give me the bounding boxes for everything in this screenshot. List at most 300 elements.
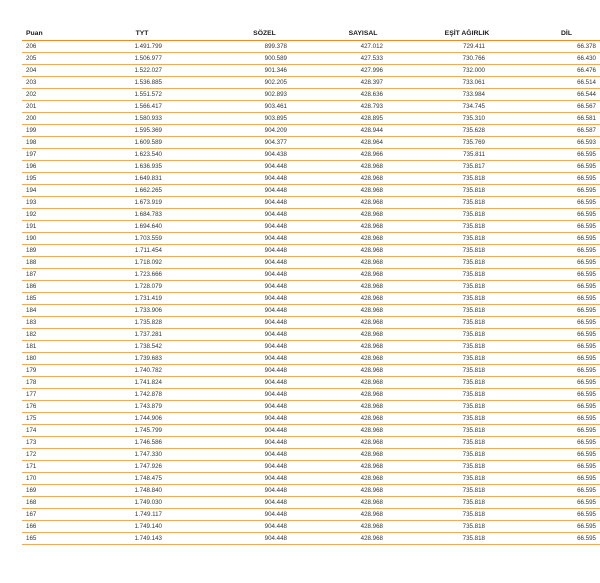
- table-row: [22, 221, 600, 233]
- cell-tyt: 1.711.454: [72, 245, 182, 257]
- cell-sozel: 904.448: [182, 509, 307, 521]
- score-distribution-table: [22, 27, 600, 545]
- cell-sayisal: 428.968: [307, 317, 397, 329]
- cell-dil: 66.595: [507, 509, 600, 521]
- cell-sayisal: 428.968: [307, 401, 397, 413]
- column-header-tyt: TYT: [72, 27, 182, 41]
- cell-esit-agirlik: 735.818: [397, 293, 507, 305]
- cell-esit-agirlik: 735.818: [397, 233, 507, 245]
- cell-puan: 180: [22, 353, 72, 365]
- cell-dil: 66.595: [507, 365, 600, 377]
- cell-esit-agirlik: 735.818: [397, 521, 507, 533]
- cell-tyt: 1.694.640: [72, 221, 182, 233]
- cell-sozel: 904.448: [182, 197, 307, 209]
- cell-tyt: 1.636.935: [72, 161, 182, 173]
- cell-sozel: 904.448: [182, 353, 307, 365]
- cell-dil: 66.595: [507, 197, 600, 209]
- cell-tyt: 1.741.824: [72, 377, 182, 389]
- cell-sayisal: 428.968: [307, 509, 397, 521]
- cell-puan: 165: [22, 533, 72, 545]
- cell-sayisal: 428.968: [307, 329, 397, 341]
- cell-tyt: 1.566.417: [72, 101, 182, 113]
- cell-sayisal: 428.968: [307, 461, 397, 473]
- cell-tyt: 1.580.933: [72, 113, 182, 125]
- cell-puan: 192: [22, 209, 72, 221]
- cell-esit-agirlik: 735.818: [397, 185, 507, 197]
- cell-puan: 187: [22, 269, 72, 281]
- table-row: [22, 401, 600, 413]
- cell-tyt: 1.749.030: [72, 497, 182, 509]
- cell-puan: 173: [22, 437, 72, 449]
- table-row: [22, 149, 600, 161]
- cell-sozel: 904.377: [182, 137, 307, 149]
- table-row: [22, 113, 600, 125]
- cell-esit-agirlik: 735.817: [397, 161, 507, 173]
- cell-puan: 177: [22, 389, 72, 401]
- cell-dil: 66.595: [507, 425, 600, 437]
- cell-puan: 201: [22, 101, 72, 113]
- table-header: [22, 27, 600, 41]
- cell-tyt: 1.703.559: [72, 233, 182, 245]
- column-header-sayisal: SAYISAL: [307, 27, 397, 41]
- cell-dil: 66.567: [507, 101, 600, 113]
- cell-sozel: 904.448: [182, 377, 307, 389]
- cell-esit-agirlik: 735.769: [397, 137, 507, 149]
- cell-tyt: 1.739.683: [72, 353, 182, 365]
- cell-dil: 66.595: [507, 521, 600, 533]
- cell-puan: 168: [22, 497, 72, 509]
- cell-puan: 199: [22, 125, 72, 137]
- cell-sayisal: 428.968: [307, 353, 397, 365]
- cell-esit-agirlik: 735.818: [397, 377, 507, 389]
- cell-tyt: 1.746.586: [72, 437, 182, 449]
- cell-dil: 66.595: [507, 461, 600, 473]
- cell-sozel: 904.448: [182, 161, 307, 173]
- cell-puan: 174: [22, 425, 72, 437]
- cell-puan: 166: [22, 521, 72, 533]
- cell-dil: 66.593: [507, 137, 600, 149]
- cell-esit-agirlik: 735.818: [397, 401, 507, 413]
- cell-tyt: 1.735.828: [72, 317, 182, 329]
- cell-dil: 66.595: [507, 209, 600, 221]
- table-row: [22, 317, 600, 329]
- table-row: [22, 377, 600, 389]
- cell-puan: 195: [22, 173, 72, 185]
- table-row: [22, 161, 600, 173]
- cell-esit-agirlik: 735.818: [397, 329, 507, 341]
- cell-sayisal: 427.533: [307, 53, 397, 65]
- table-row: [22, 77, 600, 89]
- cell-tyt: 1.748.840: [72, 485, 182, 497]
- cell-esit-agirlik: 735.310: [397, 113, 507, 125]
- cell-esit-agirlik: 735.818: [397, 425, 507, 437]
- cell-dil: 66.476: [507, 65, 600, 77]
- cell-esit-agirlik: 735.818: [397, 269, 507, 281]
- cell-sozel: 904.448: [182, 449, 307, 461]
- table-row: [22, 413, 600, 425]
- cell-dil: 66.595: [507, 533, 600, 545]
- cell-tyt: 1.748.475: [72, 473, 182, 485]
- cell-puan: 186: [22, 281, 72, 293]
- cell-tyt: 1.662.265: [72, 185, 182, 197]
- cell-sozel: 904.448: [182, 401, 307, 413]
- cell-esit-agirlik: 729.411: [397, 41, 507, 53]
- cell-dil: 66.595: [507, 389, 600, 401]
- cell-sozel: 904.448: [182, 305, 307, 317]
- cell-sozel: 904.448: [182, 233, 307, 245]
- cell-sayisal: 428.968: [307, 389, 397, 401]
- cell-esit-agirlik: 735.818: [397, 257, 507, 269]
- cell-sayisal: 428.968: [307, 473, 397, 485]
- cell-sayisal: 428.968: [307, 185, 397, 197]
- cell-tyt: 1.649.831: [72, 173, 182, 185]
- cell-esit-agirlik: 735.818: [397, 497, 507, 509]
- cell-tyt: 1.749.143: [72, 533, 182, 545]
- cell-esit-agirlik: 735.818: [397, 341, 507, 353]
- table-row: [22, 497, 600, 509]
- table-row: [22, 533, 600, 545]
- cell-sozel: 904.448: [182, 257, 307, 269]
- cell-tyt: 1.623.540: [72, 149, 182, 161]
- cell-tyt: 1.718.092: [72, 257, 182, 269]
- table-row: [22, 293, 600, 305]
- table-row: [22, 269, 600, 281]
- cell-esit-agirlik: 732.000: [397, 65, 507, 77]
- cell-dil: 66.595: [507, 305, 600, 317]
- cell-sayisal: 428.968: [307, 293, 397, 305]
- cell-sayisal: 428.966: [307, 149, 397, 161]
- cell-puan: 194: [22, 185, 72, 197]
- cell-tyt: 1.506.977: [72, 53, 182, 65]
- cell-sozel: 904.448: [182, 185, 307, 197]
- cell-sozel: 904.448: [182, 437, 307, 449]
- cell-esit-agirlik: 735.818: [397, 461, 507, 473]
- cell-sozel: 904.448: [182, 485, 307, 497]
- cell-tyt: 1.731.419: [72, 293, 182, 305]
- table-row: [22, 449, 600, 461]
- cell-sozel: 904.448: [182, 365, 307, 377]
- cell-puan: 179: [22, 365, 72, 377]
- cell-sayisal: 428.968: [307, 449, 397, 461]
- cell-sozel: 904.448: [182, 389, 307, 401]
- cell-esit-agirlik: 735.818: [397, 197, 507, 209]
- cell-dil: 66.544: [507, 89, 600, 101]
- table-row: [22, 509, 600, 521]
- table-row: [22, 437, 600, 449]
- table-row: [22, 341, 600, 353]
- cell-sayisal: 428.968: [307, 161, 397, 173]
- cell-tyt: 1.747.330: [72, 449, 182, 461]
- cell-dil: 66.587: [507, 125, 600, 137]
- cell-puan: 183: [22, 317, 72, 329]
- cell-esit-agirlik: 735.818: [397, 221, 507, 233]
- cell-sozel: 904.448: [182, 245, 307, 257]
- cell-dil: 66.595: [507, 257, 600, 269]
- cell-dil: 66.595: [507, 485, 600, 497]
- cell-sozel: 904.448: [182, 533, 307, 545]
- cell-sozel: 904.448: [182, 221, 307, 233]
- table-row: [22, 473, 600, 485]
- cell-esit-agirlik: 735.818: [397, 209, 507, 221]
- cell-sozel: 901.346: [182, 65, 307, 77]
- cell-puan: 190: [22, 233, 72, 245]
- cell-sozel: 904.448: [182, 425, 307, 437]
- cell-esit-agirlik: 735.818: [397, 473, 507, 485]
- cell-sayisal: 428.968: [307, 497, 397, 509]
- cell-tyt: 1.673.919: [72, 197, 182, 209]
- cell-sayisal: 428.968: [307, 425, 397, 437]
- cell-sayisal: 428.968: [307, 173, 397, 185]
- table-row: [22, 197, 600, 209]
- cell-tyt: 1.744.906: [72, 413, 182, 425]
- cell-puan: 175: [22, 413, 72, 425]
- cell-puan: 178: [22, 377, 72, 389]
- cell-dil: 66.595: [507, 281, 600, 293]
- column-header-dil: DİL: [507, 27, 600, 41]
- cell-tyt: 1.684.783: [72, 209, 182, 221]
- cell-sayisal: 428.636: [307, 89, 397, 101]
- cell-esit-agirlik: 735.818: [397, 173, 507, 185]
- cell-tyt: 1.551.572: [72, 89, 182, 101]
- cell-puan: 203: [22, 77, 72, 89]
- column-header-sozel: SÖZEL: [182, 27, 307, 41]
- cell-tyt: 1.740.782: [72, 365, 182, 377]
- cell-esit-agirlik: 735.818: [397, 365, 507, 377]
- cell-sozel: 904.448: [182, 281, 307, 293]
- cell-sayisal: 428.968: [307, 437, 397, 449]
- cell-esit-agirlik: 735.818: [397, 437, 507, 449]
- cell-sozel: 904.209: [182, 125, 307, 137]
- table-row: [22, 173, 600, 185]
- cell-sayisal: 428.968: [307, 257, 397, 269]
- cell-tyt: 1.743.879: [72, 401, 182, 413]
- cell-dil: 66.595: [507, 269, 600, 281]
- cell-sayisal: 428.968: [307, 533, 397, 545]
- cell-puan: 204: [22, 65, 72, 77]
- cell-sayisal: 428.968: [307, 281, 397, 293]
- cell-dil: 66.595: [507, 161, 600, 173]
- cell-dil: 66.595: [507, 221, 600, 233]
- cell-tyt: 1.733.906: [72, 305, 182, 317]
- cell-dil: 66.514: [507, 77, 600, 89]
- cell-puan: 181: [22, 341, 72, 353]
- table-row: [22, 353, 600, 365]
- cell-sayisal: 427.012: [307, 41, 397, 53]
- cell-sayisal: 428.968: [307, 209, 397, 221]
- table-row: [22, 329, 600, 341]
- cell-sayisal: 428.968: [307, 365, 397, 377]
- cell-tyt: 1.749.117: [72, 509, 182, 521]
- table-row: [22, 101, 600, 113]
- cell-esit-agirlik: 735.818: [397, 389, 507, 401]
- cell-tyt: 1.728.079: [72, 281, 182, 293]
- cell-esit-agirlik: 733.061: [397, 77, 507, 89]
- table-row: [22, 305, 600, 317]
- cell-sayisal: 428.968: [307, 221, 397, 233]
- cell-puan: 188: [22, 257, 72, 269]
- cell-sayisal: 428.397: [307, 77, 397, 89]
- cell-sozel: 904.448: [182, 329, 307, 341]
- cell-puan: 171: [22, 461, 72, 473]
- cell-dil: 66.595: [507, 497, 600, 509]
- cell-esit-agirlik: 735.818: [397, 413, 507, 425]
- cell-sayisal: 428.944: [307, 125, 397, 137]
- table-body: [22, 41, 600, 545]
- cell-tyt: 1.745.799: [72, 425, 182, 437]
- cell-dil: 66.595: [507, 473, 600, 485]
- cell-puan: 189: [22, 245, 72, 257]
- cell-esit-agirlik: 735.811: [397, 149, 507, 161]
- cell-esit-agirlik: 735.818: [397, 245, 507, 257]
- cell-dil: 66.595: [507, 377, 600, 389]
- table-row: [22, 41, 600, 53]
- cell-puan: 205: [22, 53, 72, 65]
- cell-tyt: 1.536.885: [72, 77, 182, 89]
- cell-sozel: 904.448: [182, 293, 307, 305]
- cell-sozel: 902.205: [182, 77, 307, 89]
- table-row: [22, 521, 600, 533]
- cell-sayisal: 428.968: [307, 521, 397, 533]
- cell-puan: 185: [22, 293, 72, 305]
- cell-esit-agirlik: 733.984: [397, 89, 507, 101]
- cell-tyt: 1.522.027: [72, 65, 182, 77]
- cell-esit-agirlik: 735.818: [397, 353, 507, 365]
- cell-puan: 198: [22, 137, 72, 149]
- table-row: [22, 53, 600, 65]
- cell-dil: 66.595: [507, 245, 600, 257]
- cell-sayisal: 428.968: [307, 233, 397, 245]
- cell-dil: 66.581: [507, 113, 600, 125]
- cell-dil: 66.595: [507, 329, 600, 341]
- cell-puan: 176: [22, 401, 72, 413]
- cell-puan: 206: [22, 41, 72, 53]
- cell-puan: 182: [22, 329, 72, 341]
- table-row: [22, 89, 600, 101]
- cell-dil: 66.595: [507, 353, 600, 365]
- cell-sozel: 904.448: [182, 269, 307, 281]
- cell-dil: 66.595: [507, 341, 600, 353]
- cell-sozel: 902.893: [182, 89, 307, 101]
- cell-sayisal: 428.964: [307, 137, 397, 149]
- cell-sayisal: 428.793: [307, 101, 397, 113]
- cell-dil: 66.595: [507, 401, 600, 413]
- cell-sayisal: 428.968: [307, 413, 397, 425]
- cell-dil: 66.595: [507, 233, 600, 245]
- table-row: [22, 65, 600, 77]
- cell-puan: 170: [22, 473, 72, 485]
- cell-sozel: 904.438: [182, 149, 307, 161]
- column-header-esit-agirlik: EŞİT AĞIRLIK: [397, 27, 507, 41]
- cell-sozel: 904.448: [182, 341, 307, 353]
- cell-sozel: 904.448: [182, 317, 307, 329]
- cell-puan: 202: [22, 89, 72, 101]
- table-row: [22, 245, 600, 257]
- table-row: [22, 137, 600, 149]
- cell-puan: 172: [22, 449, 72, 461]
- cell-puan: 196: [22, 161, 72, 173]
- cell-puan: 184: [22, 305, 72, 317]
- cell-sozel: 904.448: [182, 413, 307, 425]
- cell-sayisal: 428.968: [307, 305, 397, 317]
- cell-sayisal: 428.968: [307, 485, 397, 497]
- cell-esit-agirlik: 735.818: [397, 533, 507, 545]
- cell-dil: 66.378: [507, 41, 600, 53]
- cell-dil: 66.595: [507, 437, 600, 449]
- cell-sayisal: 428.968: [307, 245, 397, 257]
- table-row: [22, 233, 600, 245]
- cell-sozel: 904.448: [182, 473, 307, 485]
- cell-dil: 66.430: [507, 53, 600, 65]
- cell-esit-agirlik: 734.745: [397, 101, 507, 113]
- cell-esit-agirlik: 735.818: [397, 281, 507, 293]
- table-row: [22, 461, 600, 473]
- cell-dil: 66.595: [507, 185, 600, 197]
- table-row: [22, 365, 600, 377]
- cell-puan: 191: [22, 221, 72, 233]
- cell-sayisal: 427.996: [307, 65, 397, 77]
- cell-tyt: 1.723.666: [72, 269, 182, 281]
- cell-tyt: 1.738.542: [72, 341, 182, 353]
- cell-puan: 169: [22, 485, 72, 497]
- table-row: [22, 125, 600, 137]
- cell-puan: 197: [22, 149, 72, 161]
- cell-sozel: 900.589: [182, 53, 307, 65]
- table-row: [22, 485, 600, 497]
- cell-sozel: 899.378: [182, 41, 307, 53]
- column-header-puan: Puan: [22, 27, 72, 41]
- table-row: [22, 281, 600, 293]
- cell-dil: 66.595: [507, 449, 600, 461]
- cell-sozel: 904.448: [182, 173, 307, 185]
- cell-esit-agirlik: 735.818: [397, 509, 507, 521]
- cell-puan: 167: [22, 509, 72, 521]
- cell-esit-agirlik: 735.818: [397, 305, 507, 317]
- cell-puan: 200: [22, 113, 72, 125]
- cell-tyt: 1.491.799: [72, 41, 182, 53]
- table-row: [22, 425, 600, 437]
- cell-esit-agirlik: 730.766: [397, 53, 507, 65]
- score-table-container: [22, 27, 596, 545]
- cell-sozel: 904.448: [182, 497, 307, 509]
- cell-esit-agirlik: 735.818: [397, 485, 507, 497]
- table-row: [22, 185, 600, 197]
- cell-sozel: 903.461: [182, 101, 307, 113]
- table-row: [22, 257, 600, 269]
- table-row: [22, 389, 600, 401]
- cell-tyt: 1.742.878: [72, 389, 182, 401]
- cell-tyt: 1.747.926: [72, 461, 182, 473]
- cell-puan: 193: [22, 197, 72, 209]
- cell-sayisal: 428.968: [307, 269, 397, 281]
- cell-sozel: 904.448: [182, 521, 307, 533]
- cell-sozel: 904.448: [182, 209, 307, 221]
- cell-esit-agirlik: 735.818: [397, 317, 507, 329]
- cell-sayisal: 428.968: [307, 377, 397, 389]
- cell-esit-agirlik: 735.818: [397, 449, 507, 461]
- table-header-row: [22, 27, 600, 41]
- cell-esit-agirlik: 735.628: [397, 125, 507, 137]
- cell-dil: 66.595: [507, 413, 600, 425]
- cell-sayisal: 428.968: [307, 197, 397, 209]
- table-row: [22, 209, 600, 221]
- cell-dil: 66.595: [507, 317, 600, 329]
- cell-tyt: 1.737.281: [72, 329, 182, 341]
- cell-dil: 66.595: [507, 149, 600, 161]
- cell-dil: 66.595: [507, 293, 600, 305]
- cell-tyt: 1.749.140: [72, 521, 182, 533]
- cell-sozel: 904.448: [182, 461, 307, 473]
- cell-sayisal: 428.968: [307, 341, 397, 353]
